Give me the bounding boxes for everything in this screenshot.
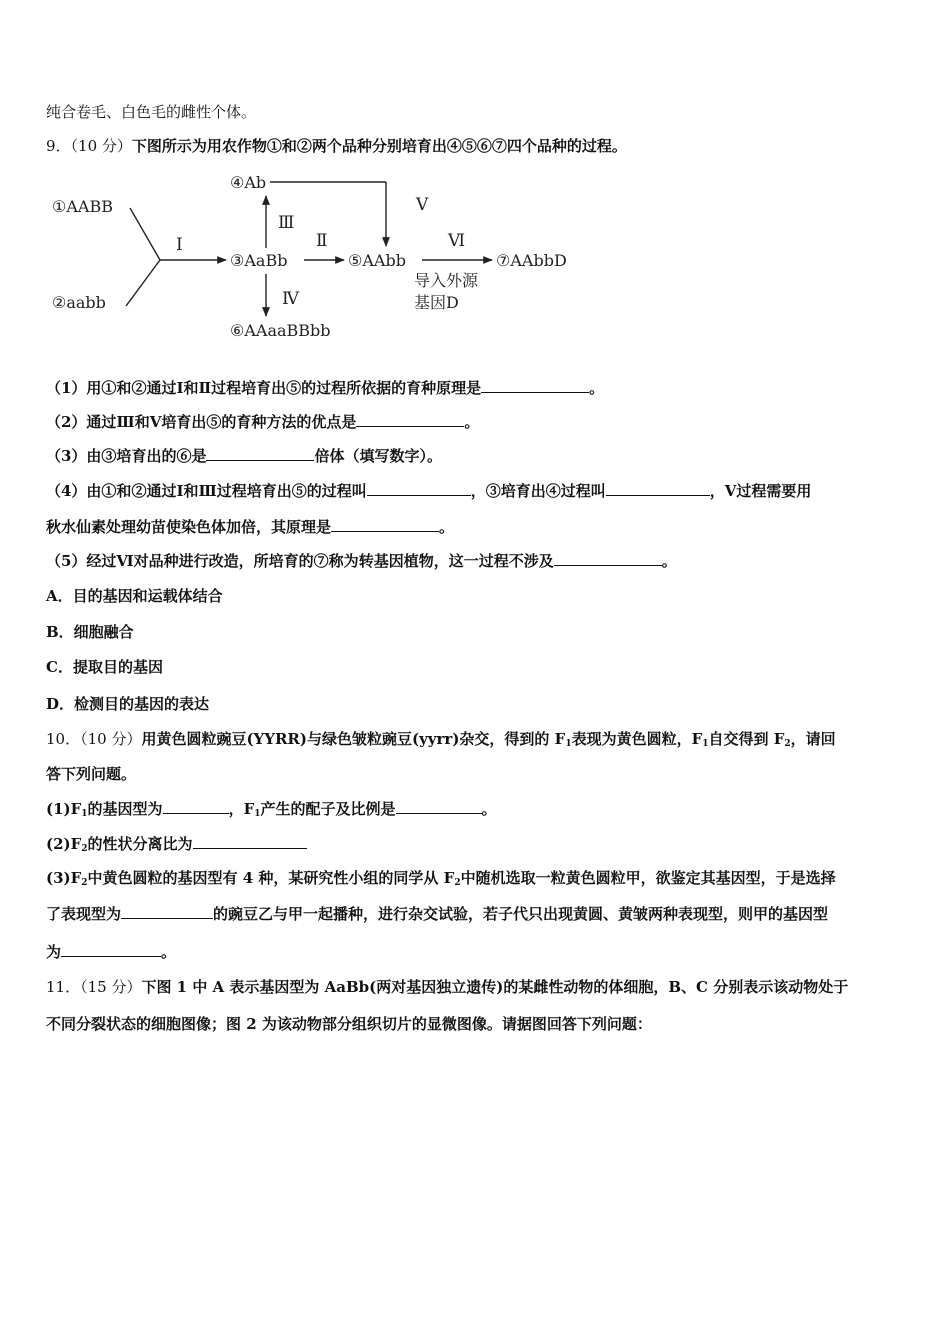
answer-blank[interactable] [367,481,471,496]
label-V: Ⅴ [416,195,429,215]
gene-label-2: 基因D [414,293,459,312]
text-fragment: 纯合卷毛、白色毛的雌性个体。 [46,103,257,121]
text-fragment: 中黄色圆粒的基因型有 4 种，某研究性小组的同学从 F [87,869,455,887]
question-number: 9．（10 分） [46,137,132,155]
text-fragment: （3）由③培育出的⑥是 [46,447,207,465]
text-fragment: (3)F [46,869,82,887]
option-text: D．检测目的基因的表达 [46,695,210,713]
question-11-stem [46,977,848,997]
node-2: ②aabb [52,293,106,312]
q9-sub4 [46,481,811,501]
text-fragment: (2)F [46,835,82,853]
text-fragment: 倍体（填写数字）。 [314,447,442,465]
text-fragment: （4）由①和②通过Ⅰ和Ⅲ过程培育出⑤的过程叫 [46,482,367,500]
breeding-diagram [46,168,606,348]
question-number: 10．（10 分） [46,730,142,748]
text-fragment: 。 [481,800,497,818]
subscript: 2 [784,739,791,749]
q9-sub1 [46,378,604,398]
answer-blank[interactable] [331,517,439,532]
subscript: 2 [81,878,88,888]
option-text: C．提取目的基因 [46,658,163,676]
q10-sub3 [46,868,836,893]
option-c[interactable] [46,657,163,677]
text-fragment: 中随机选取一粒黄色圆粒甲，欲鉴定其基因型，于是选择 [460,869,836,887]
text-line [46,102,256,122]
label-IV: Ⅳ [282,289,299,309]
question-11-stem-cont [46,1014,652,1034]
q9-sub2 [46,412,479,432]
answer-blank[interactable] [356,412,464,427]
label-III: Ⅲ [278,213,295,233]
question-text: 下图所示为用农作物①和②两个品种分别培育出④⑤⑥⑦四个品种的过程。 [131,137,627,155]
answer-blank[interactable] [193,834,307,849]
text-fragment: 产生的配子及比例是 [260,800,396,818]
answer-blank[interactable] [606,481,710,496]
answer-blank[interactable] [554,551,662,566]
node-6: ⑥AAaaBBbb [230,321,331,340]
subscript: 1 [565,739,572,749]
cross-line-1 [130,208,160,260]
gene-label-1: 导入外源 [414,271,479,290]
q9-sub5 [46,551,677,571]
question-9-stem [46,136,627,156]
text-fragment: ，请回 [790,730,836,748]
q10-sub3-cont [46,904,828,924]
label-II: Ⅱ [316,231,328,251]
subscript: 2 [454,878,461,888]
label-VI: Ⅵ [448,231,466,251]
text-fragment: 的性状分离比为 [87,835,193,853]
text-fragment: 。 [464,413,480,431]
text-fragment: 的基因型为 [87,800,163,818]
subscript: 1 [81,809,88,819]
answer-blank[interactable] [61,942,161,957]
node-4: ④Ab [230,173,267,192]
question-10-stem-cont [46,764,136,784]
q9-sub4-cont [46,517,454,537]
text-fragment: 用黄色圆粒豌豆(YYRR)与绿色皱粒豌豆(yyrr)杂交，得到的 F [141,730,566,748]
label-I: Ⅰ [176,235,183,255]
text-fragment: 。 [661,552,677,570]
text-fragment: 不同分裂状态的细胞图像；图 2 为该动物部分组织切片的显微图像。请据图回答下列问题： [46,1015,652,1033]
text-fragment: 的豌豆乙与甲一起播种，进行杂交试验，若子代只出现黄圆、黄皱两种表现型，则甲的基因型 [213,905,829,923]
answer-blank[interactable] [121,904,213,919]
text-fragment: ，F [228,800,255,818]
text-fragment: 。 [589,379,605,397]
q10-sub3-cont2 [46,942,176,962]
q10-sub1 [46,799,497,824]
option-b[interactable] [46,622,134,642]
question-number: 11．（15 分） [46,978,142,996]
option-text: B．细胞融合 [46,623,134,641]
text-fragment: (1)F [46,800,82,818]
answer-blank[interactable] [396,799,482,814]
text-fragment: ，Ⅴ过程需要用 [709,482,812,500]
text-fragment: 了表现型为 [46,905,122,923]
subscript: 1 [702,739,709,749]
text-fragment: （1）用①和②通过Ⅰ和Ⅱ过程培育出⑤的过程所依据的育种原理是 [46,379,482,397]
text-fragment: （2）通过Ⅲ和Ⅴ培育出⑤的育种方法的优点是 [46,413,357,431]
subscript: 2 [81,844,88,854]
text-fragment: ，③培育出④过程叫 [470,482,606,500]
text-fragment: 为 [46,943,62,961]
answer-blank[interactable] [163,799,229,814]
text-fragment: 自交得到 F [708,730,785,748]
text-fragment: 表现为黄色圆粒，F [571,730,703,748]
node-7: ⑦AAbbD [496,251,567,270]
question-10-stem [46,729,836,754]
option-a[interactable] [46,586,223,606]
text-fragment: 。 [161,943,177,961]
q10-sub2 [46,834,307,859]
node-5: ⑤AAbb [348,251,406,270]
q9-sub3 [46,446,442,466]
cross-line-2 [126,260,160,306]
option-d[interactable] [46,694,209,714]
node-1: ①AABB [52,197,113,216]
text-fragment: 秋水仙素处理幼苗使染色体加倍，其原理是 [46,518,332,536]
text-fragment: 下图 1 中 A 表示基因型为 AaBb(两对基因独立遗传)的某雌性动物的体细胞，B、C 分别表示该动物处于 [141,978,849,996]
text-fragment: （5）经过Ⅵ对品种进行改造，所培育的⑦称为转基因植物，这一过程不涉及 [46,552,554,570]
answer-blank[interactable] [206,446,314,461]
text-fragment: 。 [439,518,455,536]
subscript: 1 [254,809,261,819]
option-text: A．目的基因和运载体结合 [46,587,223,605]
node-3: ③AaBb [230,251,288,270]
answer-blank[interactable] [481,378,589,393]
text-fragment: 答下列问题。 [46,765,137,783]
